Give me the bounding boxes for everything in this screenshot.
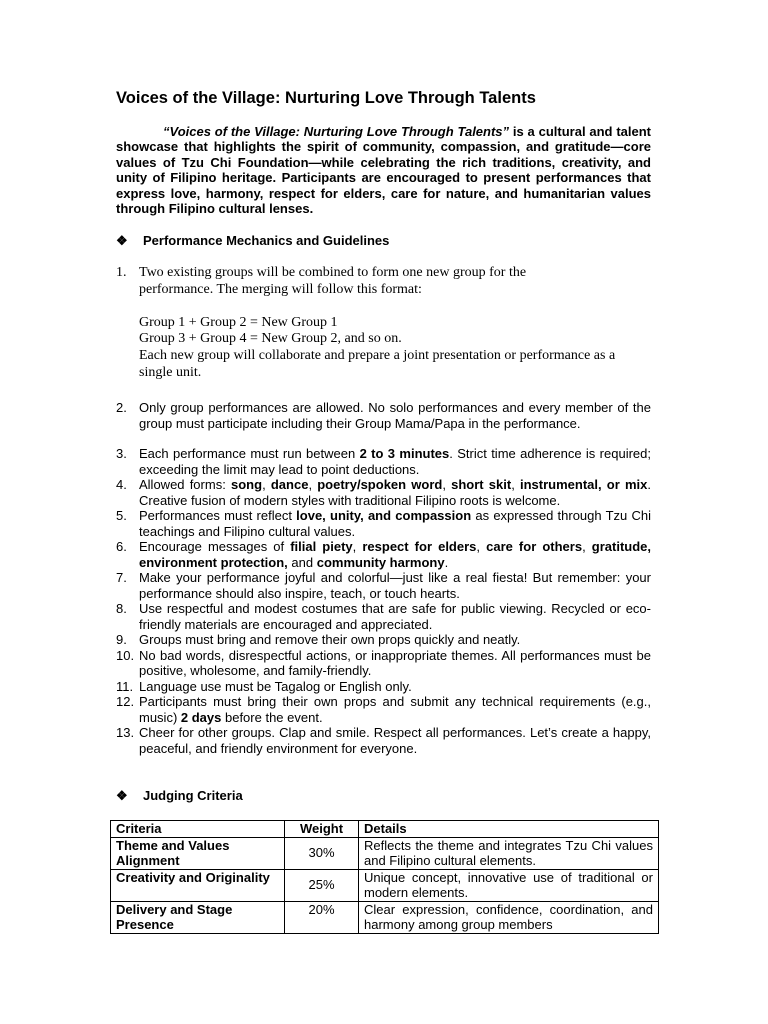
criteria-cell: Delivery and Stage Presence [111, 901, 285, 933]
weight-cell: 30% [285, 837, 359, 869]
text-run: Language use must be Tagalog or English only. [139, 678, 412, 694]
list-item [116, 477, 651, 508]
list-item [116, 632, 651, 648]
text-run: and [287, 554, 317, 570]
list-item [116, 725, 651, 756]
item-number: 3. [116, 446, 127, 461]
text-run: Make your performance joyful and colorful—just like a real fiesta! But remember: your performance should also inspire, teach, or touch hearts. [139, 570, 651, 601]
item-text [139, 446, 651, 477]
item-text [139, 679, 651, 695]
text-run: Only group performances are allowed. No solo performances and every member of the group must participate including their Group Mama/Papa in the performance. [139, 400, 651, 431]
item-number: 2. [116, 400, 127, 415]
text-run: Encourage messages of [139, 539, 291, 554]
bold-text: poetry/spoken word [317, 477, 443, 492]
item-text [139, 694, 651, 725]
details-cell: Reflects the theme and integrates Tzu Chi values and Filipino cultural elements. [359, 837, 659, 869]
list-spacer [116, 431, 651, 446]
bold-text: gratitude, environment protection, [139, 539, 652, 570]
item-number: 4. [116, 477, 127, 492]
text-run: Participants must bring their own props and submit any technical requirements (e.g., music) [139, 694, 651, 725]
item-number: 9. [116, 632, 127, 647]
item-number: 5. [116, 508, 127, 523]
bold-text: care for others [486, 539, 583, 554]
list-item [116, 679, 651, 695]
item-text [139, 648, 651, 679]
column-header: Criteria [111, 821, 285, 838]
column-header: Details [359, 821, 659, 838]
mechanics-list [116, 400, 651, 756]
item-text [139, 400, 651, 431]
text-run: before the event. [221, 709, 323, 725]
bold-text: dance [270, 477, 309, 492]
text-run: Cheer for other groups. Clap and smile. Respect all performances. Let’s create a happy, peaceful, and friendly environment for everyone. [139, 725, 651, 756]
item-text [139, 601, 651, 632]
text-run: Performances must reflect [139, 508, 297, 523]
page-title: Voices of the Village: Nurturing Love Through Talents [116, 89, 536, 107]
item-number: 13. [116, 725, 135, 740]
item-number: 6. [116, 539, 127, 554]
text-run: , [442, 477, 452, 492]
item-number: 10. [116, 647, 135, 663]
bold-text: 2 days [180, 709, 222, 725]
text-run: , [476, 539, 487, 554]
table-header-row [111, 821, 659, 838]
list-item [116, 694, 651, 725]
text-run: Each performance must run between [139, 446, 360, 461]
item-text [139, 632, 651, 648]
item-number: 7. [116, 570, 127, 585]
item-1-formula-2: Group 3 + Group 4 = New Group 2, and so on. [139, 331, 402, 347]
list-item [116, 446, 651, 477]
text-run: Groups must bring and remove their own props quickly and neatly. [139, 632, 521, 647]
text-run: , [352, 539, 363, 554]
bold-text: love, unity, and compassion [296, 508, 472, 523]
text-run: , [582, 539, 592, 554]
mechanics-item-1 [116, 265, 656, 382]
bold-text: instrumental, or mix [520, 477, 648, 492]
item-text [139, 570, 651, 601]
item-text [139, 508, 651, 539]
intro-quoted-title: “Voices of the Village: Nurturing Love Through Talents” [163, 124, 510, 139]
list-item [116, 539, 651, 570]
text-run: Use respectful and modest costumes that are safe for public viewing. Recycled or eco-friendly materials are encouraged and appreciated. [139, 601, 651, 632]
table-row [111, 869, 659, 901]
details-cell: Clear expression, confidence, coordination, and harmony among group members [359, 901, 659, 933]
item-1-intro: Two existing groups will be combined to form one new group for the performance. The merging will follow this format: [139, 265, 527, 297]
text-run: as expressed through Tzu Chi teachings and Filipino cultural values. [139, 508, 651, 539]
criteria-cell: Theme and Values Alignment [111, 837, 285, 869]
judging-heading-label: Judging Criteria [143, 788, 243, 803]
mechanics-heading-label: Performance Mechanics and Guidelines [143, 233, 390, 248]
criteria-cell: Creativity and Originality [111, 869, 285, 901]
item-text [139, 725, 651, 756]
column-header: Weight [285, 821, 359, 838]
bold-text: community harmony [316, 554, 445, 570]
text-run: , [308, 477, 318, 492]
text-run: No bad words, disrespectful actions, or inappropriate themes. All performances must be positive, wholesome, and family-friendly. [139, 647, 651, 678]
intro-paragraph [116, 124, 651, 216]
table-row [111, 901, 659, 933]
text-run: , [511, 477, 520, 492]
weight-cell: 25% [285, 869, 359, 901]
bold-text: short skit [451, 477, 512, 492]
item-number: 8. [116, 601, 127, 616]
item-1-formula-1: Group 1 + Group 2 = New Group 1 [139, 314, 338, 330]
diamond-bullet-icon: ❖ [116, 788, 128, 803]
bold-text: song [231, 477, 263, 492]
list-item [116, 648, 651, 679]
text-run: Allowed forms: [139, 477, 231, 492]
bold-text: 2 to 3 minutes [359, 446, 450, 461]
item-text [139, 539, 651, 570]
item-text [139, 477, 651, 508]
diamond-bullet-icon: ❖ [116, 233, 128, 248]
bold-text: respect for elders [362, 539, 477, 554]
item-1-closing: Each new group will collaborate and prepare a joint presentation or performance as a single unit. [139, 348, 616, 380]
list-item [116, 570, 651, 601]
judging-criteria-table [110, 820, 659, 934]
mechanics-heading [116, 233, 389, 249]
text-run: . Creative fusion of modern styles with traditional Filipino roots is welcome. [139, 477, 651, 508]
details-cell: Unique concept, innovative use of traditional or modern elements. [359, 869, 659, 901]
item-number: 12. [116, 694, 135, 709]
weight-cell: 20% [285, 901, 359, 933]
judging-heading [116, 788, 243, 804]
list-item [116, 400, 651, 431]
text-run: , [262, 477, 271, 492]
list-item [116, 508, 651, 539]
table-row [111, 837, 659, 869]
text-run: . [444, 554, 449, 570]
bold-text: filial piety [290, 539, 353, 554]
text-run: . Strict time adherence is required; exceeding the limit may lead to point deductions. [139, 446, 651, 477]
item-number: 11. [116, 678, 134, 694]
intro-text: is a cultural and talent showcase that highlights the spirit of community, compassion, and gratitude—core values of Tzu Chi Foundation—while celebrating the rich traditions, creativity, and unity of Filipino heritage. Participants are encouraged to present performances that express love, harmony, respect for elders, care for nature, and humanitarian values through Filipino cultural lenses. [116, 124, 651, 217]
list-item [116, 601, 651, 632]
item-number: 1. [116, 265, 127, 280]
